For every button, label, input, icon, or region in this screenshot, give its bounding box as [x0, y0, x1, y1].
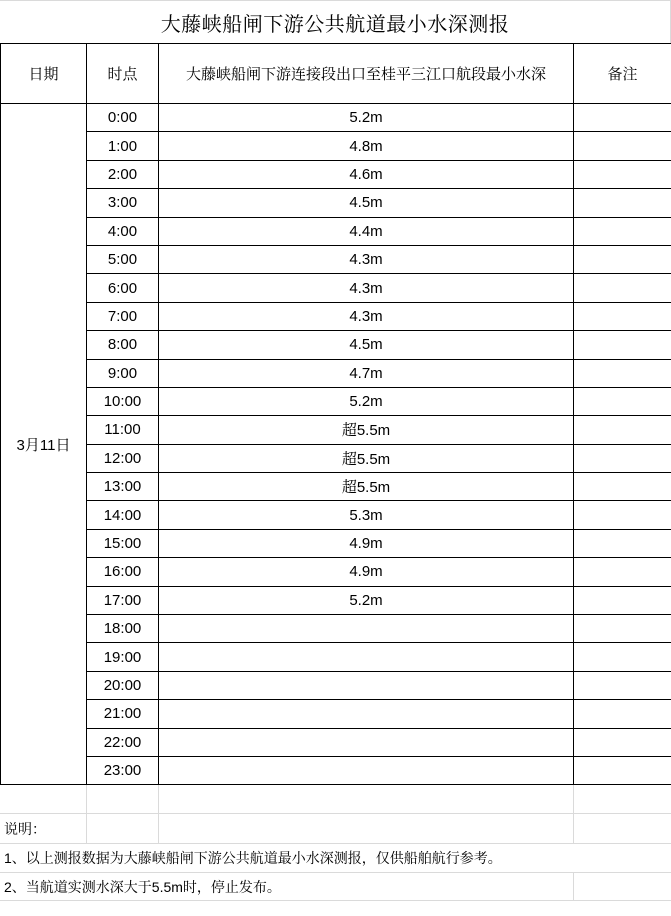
remark-cell — [574, 671, 671, 699]
time-cell: 18:00 — [87, 615, 159, 643]
col-header-depth: 大藤峡船闸下游连接段出口至桂平三江口航段最小水深 — [159, 44, 574, 104]
col-header-time: 时点 — [87, 44, 159, 104]
remark-cell — [574, 245, 671, 273]
notes-label-row — [0, 814, 671, 844]
time-cell: 6:00 — [87, 274, 159, 302]
remark-cell — [574, 274, 671, 302]
depth-cell: 4.6m — [159, 160, 574, 188]
time-cell: 14:00 — [87, 501, 159, 529]
time-cell: 3:00 — [87, 189, 159, 217]
time-cell: 23:00 — [87, 756, 159, 784]
remark-cell — [574, 558, 671, 586]
depth-cell: 4.5m — [159, 331, 574, 359]
time-cell: 4:00 — [87, 217, 159, 245]
table-row — [1, 728, 671, 756]
remark-cell — [574, 189, 671, 217]
time-cell: 11:00 — [87, 416, 159, 444]
depth-table — [0, 43, 671, 785]
notes-label: 说明： — [0, 814, 86, 844]
depth-cell: 超5.5m — [159, 473, 574, 501]
note-2-remark-cell — [573, 873, 671, 901]
table-row — [1, 473, 671, 501]
remark-cell — [574, 160, 671, 188]
remark-cell — [574, 444, 671, 472]
time-cell: 0:00 — [87, 104, 159, 132]
depth-cell: 超5.5m — [159, 416, 574, 444]
time-cell: 16:00 — [87, 558, 159, 586]
time-cell: 17:00 — [87, 586, 159, 614]
remark-cell — [574, 728, 671, 756]
depth-cell: 4.3m — [159, 245, 574, 273]
depth-cell — [159, 756, 574, 784]
remark-cell — [574, 473, 671, 501]
table-row — [1, 104, 671, 132]
header-row — [1, 44, 671, 104]
depth-cell: 4.3m — [159, 302, 574, 330]
time-cell: 15:00 — [87, 529, 159, 557]
table-row — [1, 160, 671, 188]
remark-cell — [574, 104, 671, 132]
remark-cell — [574, 529, 671, 557]
depth-cell: 4.7m — [159, 359, 574, 387]
table-row — [1, 416, 671, 444]
remark-cell — [574, 700, 671, 728]
blank-cell — [158, 814, 573, 844]
depth-cell: 超5.5m — [159, 444, 574, 472]
notes-section — [0, 785, 671, 901]
time-cell: 20:00 — [87, 671, 159, 699]
table-row — [1, 359, 671, 387]
remark-cell — [574, 756, 671, 784]
table-row — [1, 217, 671, 245]
remark-cell — [574, 501, 671, 529]
depth-cell: 5.3m — [159, 501, 574, 529]
depth-cell — [159, 643, 574, 671]
depth-cell: 4.9m — [159, 529, 574, 557]
remark-cell — [574, 586, 671, 614]
table-row — [1, 302, 671, 330]
time-cell: 10:00 — [87, 387, 159, 415]
table-row — [1, 529, 671, 557]
depth-cell: 5.2m — [159, 387, 574, 415]
time-cell: 8:00 — [87, 331, 159, 359]
table-row — [1, 558, 671, 586]
remark-cell — [574, 132, 671, 160]
time-cell: 2:00 — [87, 160, 159, 188]
blank-cell — [86, 785, 158, 814]
depth-cell: 4.3m — [159, 274, 574, 302]
time-cell: 1:00 — [87, 132, 159, 160]
blank-cell — [158, 785, 573, 814]
table-row — [1, 501, 671, 529]
col-header-date: 日期 — [1, 44, 87, 104]
remark-cell — [574, 615, 671, 643]
remark-cell — [574, 387, 671, 415]
time-cell: 5:00 — [87, 245, 159, 273]
time-cell: 13:00 — [87, 473, 159, 501]
blank-cell — [573, 814, 671, 844]
table-row — [1, 274, 671, 302]
table-row — [1, 444, 671, 472]
note-1-text: 1、以上测报数据为大藤峡船闸下游公共航道最小水深测报，仅供船舶航行参考。 — [0, 844, 671, 873]
time-cell: 12:00 — [87, 444, 159, 472]
table-row — [1, 671, 671, 699]
note-2-text: 2、当航道实测水深大于5.5m时，停止发布。 — [0, 873, 573, 901]
remark-cell — [574, 643, 671, 671]
depth-cell — [159, 728, 574, 756]
table-row — [1, 643, 671, 671]
table-row — [1, 245, 671, 273]
depth-cell — [159, 671, 574, 699]
page-title: 大藤峡船闸下游公共航道最小水深测报 — [0, 0, 671, 43]
table-row — [1, 615, 671, 643]
depth-cell: 4.8m — [159, 132, 574, 160]
note-row-2 — [0, 873, 671, 901]
date-cell: 3月11日 — [1, 104, 87, 785]
time-cell: 22:00 — [87, 728, 159, 756]
time-cell: 21:00 — [87, 700, 159, 728]
depth-cell: 4.5m — [159, 189, 574, 217]
depth-cell: 4.9m — [159, 558, 574, 586]
note-row-1 — [0, 844, 671, 873]
table-row — [1, 189, 671, 217]
depth-cell: 5.2m — [159, 586, 574, 614]
depth-cell — [159, 615, 574, 643]
remark-cell — [574, 331, 671, 359]
col-header-remark: 备注 — [574, 44, 671, 104]
time-cell: 7:00 — [87, 302, 159, 330]
blank-cell — [0, 785, 86, 814]
depth-cell: 5.2m — [159, 104, 574, 132]
table-row — [1, 756, 671, 784]
blank-row — [0, 785, 671, 814]
table-row — [1, 331, 671, 359]
table-row — [1, 700, 671, 728]
blank-cell — [86, 814, 158, 844]
remark-cell — [574, 217, 671, 245]
remark-cell — [574, 416, 671, 444]
table-row — [1, 387, 671, 415]
time-cell: 19:00 — [87, 643, 159, 671]
remark-cell — [574, 302, 671, 330]
table-row — [1, 586, 671, 614]
depth-cell: 4.4m — [159, 217, 574, 245]
table-row — [1, 132, 671, 160]
depth-cell — [159, 700, 574, 728]
blank-cell — [573, 785, 671, 814]
remark-cell — [574, 359, 671, 387]
time-cell: 9:00 — [87, 359, 159, 387]
